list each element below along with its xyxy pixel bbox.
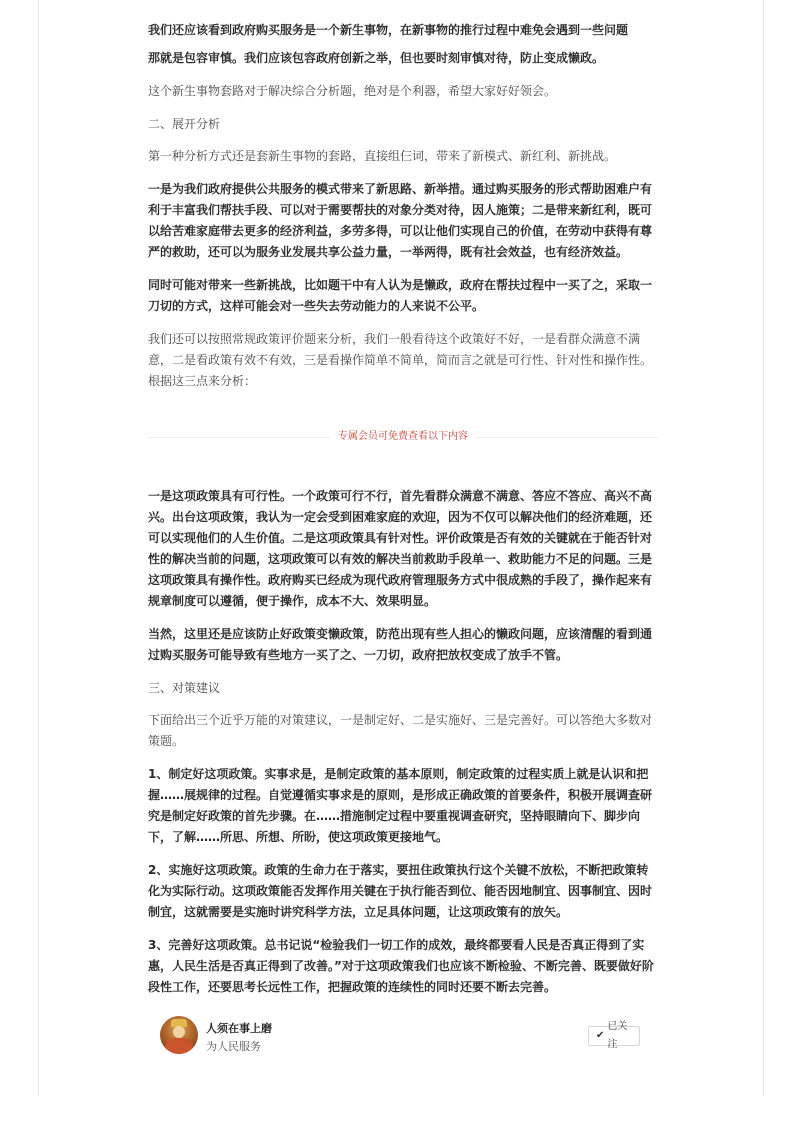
paragraph-prevent-lazy-policy: 当然，这里还是应该防止好政策变懒政策，防范出现有些人担心的懒政问题，应该清醒的看到通过购买服务可能导致有些地方一买了之、一刀切，政府把放权变成了放手不管。: [148, 627, 653, 662]
paragraph-analysis-method: 第一种分析方式还是套新生事物的套路，直接组仨词，带来了新模式、新红利、新挑战。: [148, 149, 617, 163]
avatar[interactable]: [160, 1016, 198, 1054]
member-only-label[interactable]: 专属会员可免费查看以下内容: [330, 428, 476, 446]
paragraph-suggestion-2: 2、实施好这项政策。政策的生命力在于落实，要扭住政策执行这个关键不放松，不断把政策转化为实际行动。这项政策能否发挥作用关键在于执行能否到位、能否因地制宜、因事制宜、因时制宜，这就需要是实施时讲究科学方法，立足具体问题，让这项政策有的放矢。: [148, 863, 653, 919]
section-heading-analysis: 二、展开分析: [148, 117, 221, 131]
author-description: 为人民服务: [206, 1040, 261, 1053]
follow-label: 已关注: [607, 1021, 628, 1050]
author-card: [160, 1016, 640, 1056]
paragraph-policy-evaluation: 我们还可以按照常规政策评价题来分析，我们一般看待这个政策好不好，一是看群众满意不满意，二是看政策有效不有效，三是看操作简单不简单，简而言之就是可行性、针对性和操作性。根据这三点来分析：: [148, 332, 653, 388]
member-divider: [148, 428, 658, 446]
paragraph-new-challenges: 同时可能对带来一些新挑战，比如题干中有人认为是懒政，政府在帮扶过程中一买了之，采取一刀切的方式，这样可能会对一些失去劳动能力的人来说不公平。: [148, 278, 653, 313]
check-icon: ✔: [596, 1030, 605, 1041]
paragraph-new-ideas: 一是为我们政府提供公共服务的模式带来了新思路、新举措。通过购买服务的形式帮助困难户有利于丰富我们帮扶手段、可以对于需要帮扶的对象分类对待，因人施策；二是带来新红利，既可以给苦难家庭带去更多的经济利益，多劳多得，可以让他们实现自己的价值，在劳动中获得有尊严的救助，还可以为服务业发展共享公益力量，一举两得，既有社会效益，也有经济效益。: [148, 182, 653, 259]
paragraph-suggestion-1: 1、制定好这项政策。实事求是，是制定政策的基本原则，制定政策的过程实质上就是认识和把握……展规律的过程。自觉遵循实事求是的原则，是形成正确政策的首要条件，积极开展调查研究是制定好政策的首先步骤。在……措施制定过程中要重视调查研究，坚持眼睛向下、脚步向下，了解……所思、所想、所盼，使这项政策更接地气。: [148, 767, 653, 844]
author-name[interactable]: 人须在事上磨: [206, 1022, 272, 1035]
follow-button[interactable]: [588, 1021, 640, 1050]
paragraph-suggestion-3: 3、完善好这项政策。总书记说“检验我们一切工作的成效，最终都要看人民是否真正得到了实惠，人民生活是否真正得到了改善。”对于这项政策我们也应该不断检验、不断完善、既要做好阶段性工作，还要思考长远性工作，把握政策的连续性的同时还要不断去完善。: [148, 938, 654, 994]
paragraph-tool: 这个新生事物套路对于解决综合分析题，绝对是个利器，希望大家好好领会。: [148, 84, 557, 98]
avatar-face: [173, 1026, 185, 1038]
avatar-robe: [165, 1038, 193, 1054]
paragraph-tolerance: 那就是包容审慎。我们应该包容政府创新之举，但也要时刻审慎对待，防止变成懒政。: [148, 51, 605, 65]
section-heading-suggestions: 三、对策建议: [148, 681, 221, 695]
article-body: [148, 23, 658, 1010]
paragraph-feasibility: 一是这项政策具有可行性。一个政策可行不行，首先看群众满意不满意、答应不答应、高兴不高兴。出台这项政策，我认为一定会受到困难家庭的欢迎，因为不仅可以解决他们的经济难题，还可以实现他们的人生价值。二是这项政策具有针对性。评价政策是否有效的关键就在于能否针对性的解决当前的问题，这项政策可以有效的解决当前救助手段单一、救助能力不足的问题。三是这项政策具有操作性。政府购买已经成为现代政府管理服务方式中很成熟的手段了，操作起来有规章制度可以遵循，便于操作，成本不大、效果明显。: [148, 489, 653, 608]
paragraph-cut: 我们还应该看到政府购买服务是一个新生事物，在新事物的推行过程中难免会遇到一些问题: [148, 23, 629, 37]
paragraph-suggestions-intro: 下面给出三个近乎万能的对策建议，一是制定好、二是实施好、三是完善好。可以答绝大多数对策题。: [148, 713, 653, 748]
